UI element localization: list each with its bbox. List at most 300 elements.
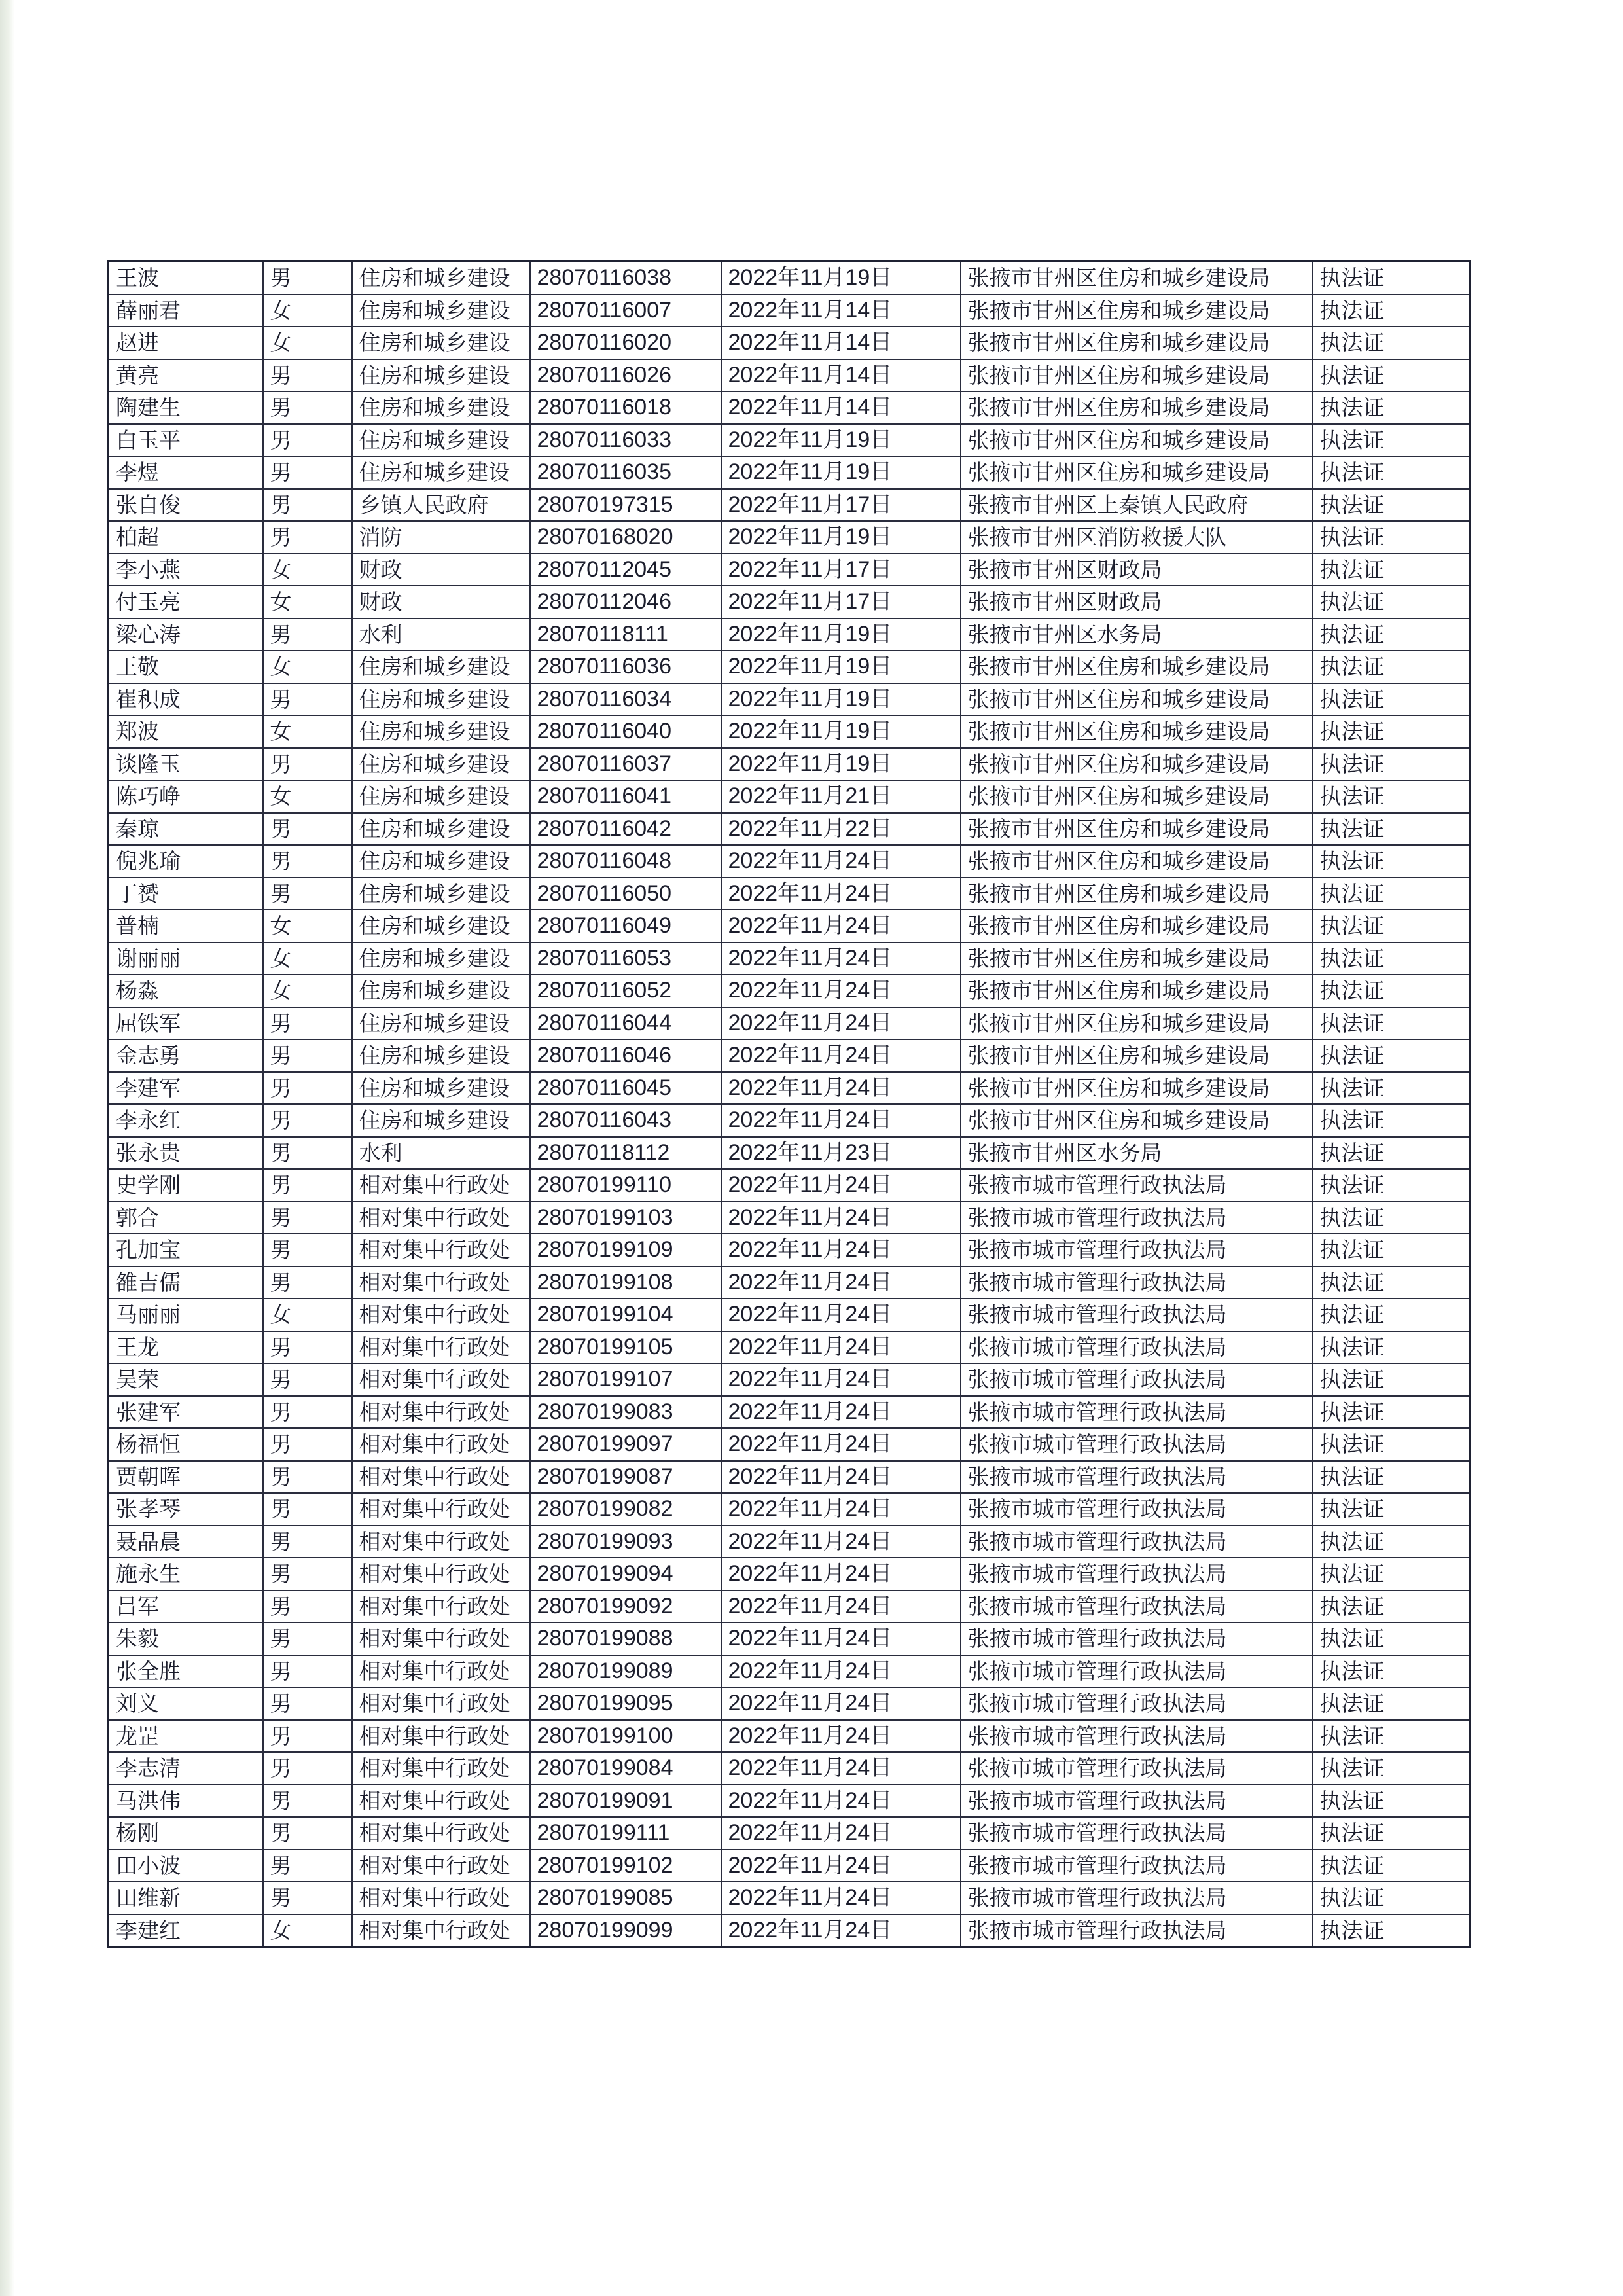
table-row	[109, 619, 1470, 651]
name-cell: 马丽丽	[109, 1299, 263, 1331]
table-row	[109, 1785, 1470, 1818]
name-cell: 田维新	[109, 1882, 263, 1914]
issuing-agency-cell: 张掖市城市管理行政执法局	[961, 1428, 1313, 1461]
issue-date-cell: 2022年11月23日	[721, 1137, 961, 1170]
table-row	[109, 295, 1470, 327]
gender-cell: 男	[263, 1785, 352, 1818]
issuing-agency-cell: 张掖市甘州区住房和城乡建设局	[961, 683, 1313, 716]
issuing-agency-cell: 张掖市甘州区住房和城乡建设局	[961, 651, 1313, 683]
issuing-agency-cell: 张掖市甘州区住房和城乡建设局	[961, 942, 1313, 975]
name-cell: 龙罡	[109, 1720, 263, 1753]
gender-cell: 男	[263, 748, 352, 781]
name-cell: 陈巧峥	[109, 780, 263, 813]
enforcement-certificate-table	[107, 260, 1471, 1948]
certificate-number-cell: 28070199109	[530, 1234, 721, 1266]
issue-date-cell: 2022年11月19日	[721, 715, 961, 748]
gender-cell: 男	[263, 1104, 352, 1137]
certificate-type-cell: 执法证	[1313, 1882, 1470, 1914]
field-cell: 相对集中行政处	[352, 1687, 530, 1720]
field-cell: 财政	[352, 554, 530, 586]
gender-cell: 女	[263, 975, 352, 1007]
gender-cell: 女	[263, 780, 352, 813]
gender-cell: 男	[263, 489, 352, 522]
issue-date-cell: 2022年11月24日	[721, 878, 961, 910]
issue-date-cell: 2022年11月24日	[721, 1007, 961, 1040]
certificate-number-cell: 28070116033	[530, 424, 721, 457]
table-row	[109, 780, 1470, 813]
certificate-type-cell: 执法证	[1313, 295, 1470, 327]
issue-date-cell: 2022年11月24日	[721, 1104, 961, 1137]
certificate-number-cell: 28070116037	[530, 748, 721, 781]
gender-cell: 男	[263, 521, 352, 554]
certificate-number-cell: 28070199103	[530, 1202, 721, 1234]
field-cell: 住房和城乡建设	[352, 975, 530, 1007]
certificate-type-cell: 执法证	[1313, 1752, 1470, 1785]
field-cell: 水利	[352, 619, 530, 651]
field-cell: 相对集中行政处	[352, 1266, 530, 1299]
name-cell: 朱毅	[109, 1623, 263, 1655]
field-cell: 相对集中行政处	[352, 1493, 530, 1526]
certificate-type-cell: 执法证	[1313, 748, 1470, 781]
table-row	[109, 1428, 1470, 1461]
gender-cell: 男	[263, 424, 352, 457]
field-cell: 住房和城乡建设	[352, 1039, 530, 1072]
issue-date-cell: 2022年11月14日	[721, 391, 961, 424]
certificate-number-cell: 28070199107	[530, 1363, 721, 1396]
name-cell: 施永生	[109, 1558, 263, 1590]
issue-date-cell: 2022年11月24日	[721, 1428, 961, 1461]
table-row	[109, 1072, 1470, 1105]
gender-cell: 男	[263, 262, 352, 295]
issuing-agency-cell: 张掖市城市管理行政执法局	[961, 1752, 1313, 1785]
issuing-agency-cell: 张掖市城市管理行政执法局	[961, 1655, 1313, 1688]
certificate-number-cell: 28070199099	[530, 1914, 721, 1947]
field-cell: 住房和城乡建设	[352, 424, 530, 457]
certificate-type-cell: 执法证	[1313, 1590, 1470, 1623]
issue-date-cell: 2022年11月19日	[721, 651, 961, 683]
name-cell: 吕军	[109, 1590, 263, 1623]
table-row	[109, 1104, 1470, 1137]
issuing-agency-cell: 张掖市甘州区住房和城乡建设局	[961, 975, 1313, 1007]
gender-cell: 男	[263, 1007, 352, 1040]
certificate-number-cell: 28070116034	[530, 683, 721, 716]
gender-cell: 男	[263, 1493, 352, 1526]
name-cell: 谈隆玉	[109, 748, 263, 781]
issuing-agency-cell: 张掖市城市管理行政执法局	[961, 1299, 1313, 1331]
gender-cell: 男	[263, 1169, 352, 1202]
name-cell: 杨淼	[109, 975, 263, 1007]
table-row	[109, 1850, 1470, 1882]
field-cell: 相对集中行政处	[352, 1331, 530, 1364]
gender-cell: 男	[263, 1590, 352, 1623]
certificate-number-cell: 28070199097	[530, 1428, 721, 1461]
certificate-number-cell: 28070112046	[530, 586, 721, 619]
certificate-number-cell: 28070199082	[530, 1493, 721, 1526]
table-row	[109, 942, 1470, 975]
field-cell: 相对集中行政处	[352, 1785, 530, 1818]
issue-date-cell: 2022年11月19日	[721, 456, 961, 489]
issuing-agency-cell: 张掖市城市管理行政执法局	[961, 1558, 1313, 1590]
issuing-agency-cell: 张掖市甘州区上秦镇人民政府	[961, 489, 1313, 522]
gender-cell: 男	[263, 1526, 352, 1558]
table-row	[109, 1266, 1470, 1299]
table-row	[109, 651, 1470, 683]
table-row	[109, 1817, 1470, 1850]
certificate-number-cell: 28070116045	[530, 1072, 721, 1105]
certificate-number-cell: 28070116020	[530, 327, 721, 359]
name-cell: 李小燕	[109, 554, 263, 586]
name-cell: 刘义	[109, 1687, 263, 1720]
certificate-type-cell: 执法证	[1313, 521, 1470, 554]
issue-date-cell: 2022年11月24日	[721, 1558, 961, 1590]
issuing-agency-cell: 张掖市甘州区住房和城乡建设局	[961, 424, 1313, 457]
table-row	[109, 748, 1470, 781]
name-cell: 吴荣	[109, 1363, 263, 1396]
field-cell: 住房和城乡建设	[352, 780, 530, 813]
certificate-type-cell: 执法证	[1313, 1072, 1470, 1105]
certificate-type-cell: 执法证	[1313, 1104, 1470, 1137]
table-row	[109, 1169, 1470, 1202]
table-row	[109, 878, 1470, 910]
gender-cell: 男	[263, 1202, 352, 1234]
certificate-number-cell: 28070199088	[530, 1623, 721, 1655]
certificate-type-cell: 执法证	[1313, 1331, 1470, 1364]
certificate-number-cell: 28070199092	[530, 1590, 721, 1623]
issue-date-cell: 2022年11月24日	[721, 1590, 961, 1623]
issue-date-cell: 2022年11月24日	[721, 1850, 961, 1882]
field-cell: 住房和城乡建设	[352, 391, 530, 424]
certificate-number-cell: 28070199102	[530, 1850, 721, 1882]
issue-date-cell: 2022年11月24日	[721, 1752, 961, 1785]
field-cell: 水利	[352, 1137, 530, 1170]
gender-cell: 男	[263, 1331, 352, 1364]
issue-date-cell: 2022年11月24日	[721, 1266, 961, 1299]
table-row	[109, 456, 1470, 489]
table-row	[109, 910, 1470, 942]
table-row	[109, 715, 1470, 748]
issuing-agency-cell: 张掖市甘州区住房和城乡建设局	[961, 813, 1313, 846]
certificate-type-cell: 执法证	[1313, 1623, 1470, 1655]
name-cell: 黄亮	[109, 359, 263, 392]
table-row	[109, 586, 1470, 619]
gender-cell: 男	[263, 1752, 352, 1785]
certificate-type-cell: 执法证	[1313, 845, 1470, 878]
name-cell: 付玉亮	[109, 586, 263, 619]
issue-date-cell: 2022年11月24日	[721, 1039, 961, 1072]
issue-date-cell: 2022年11月21日	[721, 780, 961, 813]
gender-cell: 男	[263, 1720, 352, 1753]
issue-date-cell: 2022年11月17日	[721, 554, 961, 586]
issuing-agency-cell: 张掖市甘州区水务局	[961, 619, 1313, 651]
gender-cell: 男	[263, 1623, 352, 1655]
certificate-type-cell: 执法证	[1313, 1428, 1470, 1461]
name-cell: 孔加宝	[109, 1234, 263, 1266]
gender-cell: 男	[263, 1817, 352, 1850]
gender-cell: 女	[263, 942, 352, 975]
gender-cell: 男	[263, 683, 352, 716]
table-row	[109, 1363, 1470, 1396]
certificate-type-cell: 执法证	[1313, 683, 1470, 716]
name-cell: 李建红	[109, 1914, 263, 1947]
issuing-agency-cell: 张掖市城市管理行政执法局	[961, 1526, 1313, 1558]
gender-cell: 男	[263, 619, 352, 651]
issuing-agency-cell: 张掖市甘州区住房和城乡建设局	[961, 780, 1313, 813]
gender-cell: 男	[263, 1850, 352, 1882]
issuing-agency-cell: 张掖市城市管理行政执法局	[961, 1266, 1313, 1299]
name-cell: 李建军	[109, 1072, 263, 1105]
table-row	[109, 327, 1470, 359]
field-cell: 财政	[352, 586, 530, 619]
certificate-number-cell: 28070199104	[530, 1299, 721, 1331]
table-row	[109, 1461, 1470, 1494]
field-cell: 消防	[352, 521, 530, 554]
gender-cell: 男	[263, 1396, 352, 1429]
field-cell: 住房和城乡建设	[352, 327, 530, 359]
issue-date-cell: 2022年11月19日	[721, 619, 961, 651]
issuing-agency-cell: 张掖市甘州区住房和城乡建设局	[961, 1104, 1313, 1137]
issuing-agency-cell: 张掖市甘州区住房和城乡建设局	[961, 327, 1313, 359]
gender-cell: 男	[263, 1687, 352, 1720]
issuing-agency-cell: 张掖市城市管理行政执法局	[961, 1493, 1313, 1526]
gender-cell: 女	[263, 651, 352, 683]
issue-date-cell: 2022年11月24日	[721, 1817, 961, 1850]
issuing-agency-cell: 张掖市甘州区住房和城乡建设局	[961, 845, 1313, 878]
certificate-type-cell: 执法证	[1313, 1558, 1470, 1590]
issue-date-cell: 2022年11月24日	[721, 1461, 961, 1494]
issue-date-cell: 2022年11月24日	[721, 1363, 961, 1396]
issuing-agency-cell: 张掖市城市管理行政执法局	[961, 1331, 1313, 1364]
issuing-agency-cell: 张掖市甘州区住房和城乡建设局	[961, 910, 1313, 942]
certificate-type-cell: 执法证	[1313, 975, 1470, 1007]
table-row	[109, 424, 1470, 457]
gender-cell: 男	[263, 456, 352, 489]
issue-date-cell: 2022年11月14日	[721, 295, 961, 327]
issuing-agency-cell: 张掖市甘州区住房和城乡建设局	[961, 1072, 1313, 1105]
issue-date-cell: 2022年11月24日	[721, 1687, 961, 1720]
issue-date-cell: 2022年11月22日	[721, 813, 961, 846]
field-cell: 相对集中行政处	[352, 1850, 530, 1882]
certificate-type-cell: 执法证	[1313, 1169, 1470, 1202]
certificate-type-cell: 执法证	[1313, 1493, 1470, 1526]
field-cell: 住房和城乡建设	[352, 1104, 530, 1137]
issuing-agency-cell: 张掖市甘州区住房和城乡建设局	[961, 878, 1313, 910]
certificate-number-cell: 28070199105	[530, 1331, 721, 1364]
issue-date-cell: 2022年11月24日	[721, 1396, 961, 1429]
name-cell: 王波	[109, 262, 263, 295]
issue-date-cell: 2022年11月19日	[721, 748, 961, 781]
certificate-type-cell: 执法证	[1313, 1137, 1470, 1170]
name-cell: 屈铁军	[109, 1007, 263, 1040]
issue-date-cell: 2022年11月24日	[721, 1169, 961, 1202]
issuing-agency-cell: 张掖市城市管理行政执法局	[961, 1850, 1313, 1882]
certificate-number-cell: 28070116038	[530, 262, 721, 295]
issue-date-cell: 2022年11月24日	[721, 1882, 961, 1914]
issuing-agency-cell: 张掖市城市管理行政执法局	[961, 1817, 1313, 1850]
certificate-type-cell: 执法证	[1313, 262, 1470, 295]
table-row	[109, 975, 1470, 1007]
issue-date-cell: 2022年11月24日	[721, 1331, 961, 1364]
gender-cell: 女	[263, 1914, 352, 1947]
certificate-number-cell: 28070116048	[530, 845, 721, 878]
issuing-agency-cell: 张掖市甘州区财政局	[961, 586, 1313, 619]
issuing-agency-cell: 张掖市甘州区住房和城乡建设局	[961, 295, 1313, 327]
certificate-type-cell: 执法证	[1313, 1914, 1470, 1947]
gender-cell: 男	[263, 1558, 352, 1590]
gender-cell: 男	[263, 813, 352, 846]
certificate-number-cell: 28070199100	[530, 1720, 721, 1753]
field-cell: 住房和城乡建设	[352, 456, 530, 489]
certificate-type-cell: 执法证	[1313, 1202, 1470, 1234]
table-row	[109, 1299, 1470, 1331]
name-cell: 秦琼	[109, 813, 263, 846]
name-cell: 马洪伟	[109, 1785, 263, 1818]
gender-cell: 男	[263, 1655, 352, 1688]
field-cell: 相对集中行政处	[352, 1623, 530, 1655]
certificate-type-cell: 执法证	[1313, 1817, 1470, 1850]
name-cell: 杨福恒	[109, 1428, 263, 1461]
field-cell: 住房和城乡建设	[352, 878, 530, 910]
certificate-type-cell: 执法证	[1313, 391, 1470, 424]
name-cell: 谢丽丽	[109, 942, 263, 975]
name-cell: 王敬	[109, 651, 263, 683]
certificate-type-cell: 执法证	[1313, 780, 1470, 813]
certificate-number-cell: 28070199083	[530, 1396, 721, 1429]
issue-date-cell: 2022年11月19日	[721, 521, 961, 554]
certificate-type-cell: 执法证	[1313, 1850, 1470, 1882]
issue-date-cell: 2022年11月24日	[721, 1299, 961, 1331]
name-cell: 聂晶晨	[109, 1526, 263, 1558]
certificate-number-cell: 28070118111	[530, 619, 721, 651]
field-cell: 相对集中行政处	[352, 1882, 530, 1914]
field-cell: 住房和城乡建设	[352, 715, 530, 748]
field-cell: 相对集中行政处	[352, 1526, 530, 1558]
certificate-number-cell: 28070116049	[530, 910, 721, 942]
name-cell: 郭合	[109, 1202, 263, 1234]
name-cell: 赵进	[109, 327, 263, 359]
certificate-type-cell: 执法证	[1313, 327, 1470, 359]
table-row	[109, 1137, 1470, 1170]
issue-date-cell: 2022年11月19日	[721, 262, 961, 295]
certificate-type-cell: 执法证	[1313, 1299, 1470, 1331]
name-cell: 丁赟	[109, 878, 263, 910]
certificate-number-cell: 28070199108	[530, 1266, 721, 1299]
name-cell: 白玉平	[109, 424, 263, 457]
name-cell: 张孝琴	[109, 1493, 263, 1526]
name-cell: 杨刚	[109, 1817, 263, 1850]
field-cell: 相对集中行政处	[352, 1752, 530, 1785]
gender-cell: 男	[263, 1882, 352, 1914]
issue-date-cell: 2022年11月24日	[721, 845, 961, 878]
gender-cell: 男	[263, 1266, 352, 1299]
field-cell: 住房和城乡建设	[352, 359, 530, 392]
field-cell: 乡镇人民政府	[352, 489, 530, 522]
name-cell: 王龙	[109, 1331, 263, 1364]
certificate-type-cell: 执法证	[1313, 813, 1470, 846]
name-cell: 梁心涛	[109, 619, 263, 651]
table-row	[109, 683, 1470, 716]
certificate-number-cell: 28070116046	[530, 1039, 721, 1072]
table-row	[109, 1493, 1470, 1526]
gender-cell: 男	[263, 878, 352, 910]
certificate-number-cell: 28070116007	[530, 295, 721, 327]
certificate-number-cell: 28070116041	[530, 780, 721, 813]
issue-date-cell: 2022年11月24日	[721, 1072, 961, 1105]
certificate-number-cell: 28070118112	[530, 1137, 721, 1170]
issue-date-cell: 2022年11月24日	[721, 1526, 961, 1558]
table-row	[109, 262, 1470, 295]
certificate-type-cell: 执法证	[1313, 1687, 1470, 1720]
gender-cell: 女	[263, 327, 352, 359]
name-cell: 陶建生	[109, 391, 263, 424]
certificate-type-cell: 执法证	[1313, 1007, 1470, 1040]
certificate-type-cell: 执法证	[1313, 1363, 1470, 1396]
field-cell: 住房和城乡建设	[352, 262, 530, 295]
issuing-agency-cell: 张掖市甘州区住房和城乡建设局	[961, 1039, 1313, 1072]
table-row	[109, 1655, 1470, 1688]
table-row	[109, 489, 1470, 522]
table-row	[109, 1234, 1470, 1266]
issue-date-cell: 2022年11月17日	[721, 489, 961, 522]
issuing-agency-cell: 张掖市城市管理行政执法局	[961, 1396, 1313, 1429]
certificate-type-cell: 执法证	[1313, 1785, 1470, 1818]
certificate-number-cell: 28070199089	[530, 1655, 721, 1688]
issuing-agency-cell: 张掖市甘州区住房和城乡建设局	[961, 456, 1313, 489]
name-cell: 薛丽君	[109, 295, 263, 327]
name-cell: 崔积成	[109, 683, 263, 716]
field-cell: 住房和城乡建设	[352, 651, 530, 683]
gender-cell: 女	[263, 295, 352, 327]
field-cell: 相对集中行政处	[352, 1234, 530, 1266]
table-row	[109, 1039, 1470, 1072]
table-row	[109, 1396, 1470, 1429]
issuing-agency-cell: 张掖市城市管理行政执法局	[961, 1720, 1313, 1753]
certificate-type-cell: 执法证	[1313, 715, 1470, 748]
certificate-type-cell: 执法证	[1313, 878, 1470, 910]
issue-date-cell: 2022年11月24日	[721, 1493, 961, 1526]
certificate-number-cell: 28070116035	[530, 456, 721, 489]
certificate-number-cell: 28070112045	[530, 554, 721, 586]
name-cell: 张全胜	[109, 1655, 263, 1688]
scan-left-margin	[0, 0, 14, 2296]
issuing-agency-cell: 张掖市城市管理行政执法局	[961, 1623, 1313, 1655]
field-cell: 住房和城乡建设	[352, 295, 530, 327]
issuing-agency-cell: 张掖市城市管理行政执法局	[961, 1461, 1313, 1494]
issuing-agency-cell: 张掖市甘州区水务局	[961, 1137, 1313, 1170]
certificate-type-cell: 执法证	[1313, 1655, 1470, 1688]
certificate-type-cell: 执法证	[1313, 1039, 1470, 1072]
table-body	[109, 262, 1470, 1947]
table-row	[109, 1526, 1470, 1558]
issuing-agency-cell: 张掖市甘州区住房和城乡建设局	[961, 715, 1313, 748]
gender-cell: 女	[263, 910, 352, 942]
certificate-type-cell: 执法证	[1313, 554, 1470, 586]
name-cell: 田小波	[109, 1850, 263, 1882]
issuing-agency-cell: 张掖市甘州区住房和城乡建设局	[961, 262, 1313, 295]
certificate-number-cell: 28070199094	[530, 1558, 721, 1590]
name-cell: 普楠	[109, 910, 263, 942]
issuing-agency-cell: 张掖市城市管理行政执法局	[961, 1687, 1313, 1720]
issue-date-cell: 2022年11月24日	[721, 975, 961, 1007]
field-cell: 住房和城乡建设	[352, 813, 530, 846]
certificate-type-cell: 执法证	[1313, 651, 1470, 683]
certificate-number-cell: 28070116044	[530, 1007, 721, 1040]
gender-cell: 男	[263, 1363, 352, 1396]
gender-cell: 男	[263, 391, 352, 424]
gender-cell: 男	[263, 845, 352, 878]
name-cell: 金志勇	[109, 1039, 263, 1072]
certificate-number-cell: 28070116026	[530, 359, 721, 392]
field-cell: 相对集中行政处	[352, 1363, 530, 1396]
